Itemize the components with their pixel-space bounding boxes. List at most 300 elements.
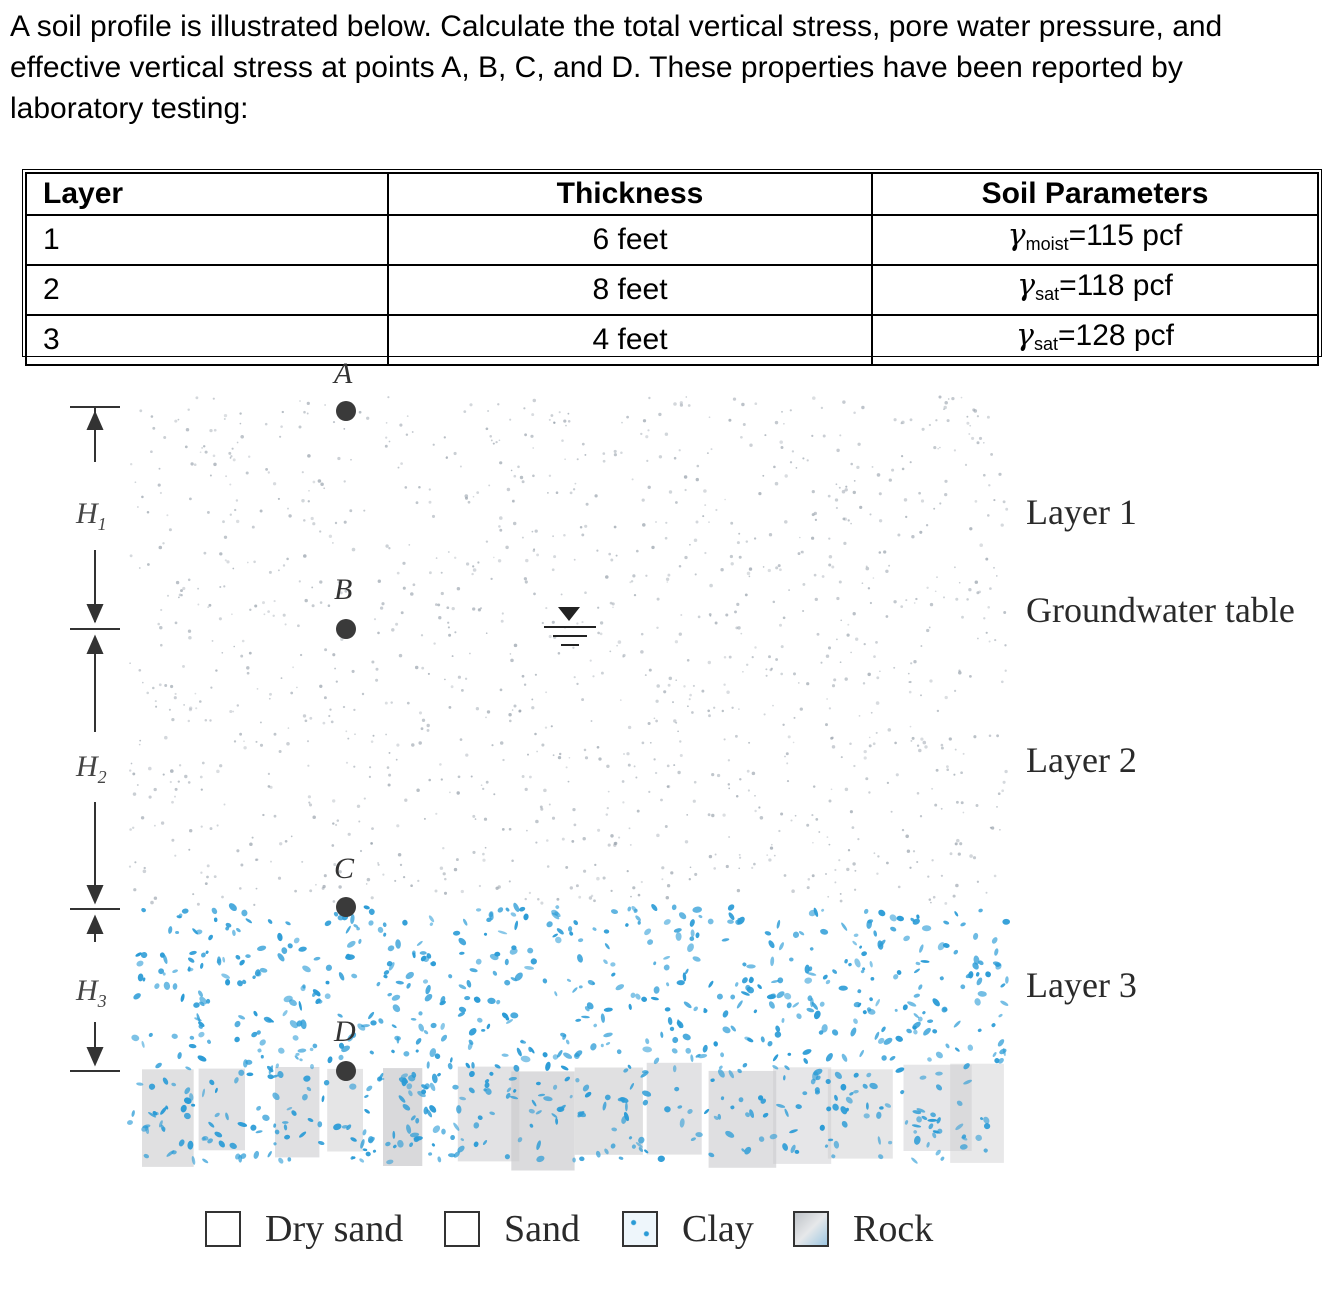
sand-grain bbox=[410, 592, 414, 596]
clay-particle bbox=[852, 1018, 859, 1025]
clay-particle bbox=[671, 904, 677, 910]
sand-grain bbox=[643, 419, 646, 422]
sand-grain bbox=[654, 717, 656, 719]
sand-grain bbox=[920, 694, 922, 696]
sand-grain bbox=[876, 732, 878, 734]
sand-grain bbox=[773, 601, 776, 604]
clay-particle bbox=[437, 1156, 442, 1163]
sand-grain bbox=[523, 407, 525, 409]
sand-grain bbox=[686, 814, 688, 816]
sand-grain bbox=[189, 829, 192, 832]
sand-grain bbox=[642, 498, 645, 501]
cell-thickness: 4 feet bbox=[388, 315, 872, 365]
sand-grain bbox=[371, 827, 374, 830]
clay-particle bbox=[298, 1001, 303, 1011]
sand-grain bbox=[382, 874, 384, 876]
sand-grain bbox=[608, 791, 610, 793]
sand-grain bbox=[157, 623, 160, 626]
sand-grain bbox=[438, 616, 441, 619]
sand-grain bbox=[959, 582, 961, 584]
sand-grain bbox=[403, 587, 406, 590]
clay-particle bbox=[363, 905, 370, 910]
sand-grain bbox=[406, 433, 408, 435]
clay-particle bbox=[730, 1025, 737, 1033]
header-soil-parameters: Soil Parameters bbox=[872, 173, 1318, 215]
rock-patch bbox=[950, 1064, 1004, 1163]
sand-grain bbox=[977, 638, 979, 640]
clay-particle bbox=[1000, 983, 1006, 989]
clay-particle bbox=[180, 993, 185, 1002]
sand-grain bbox=[711, 814, 714, 817]
sand-grain bbox=[713, 867, 716, 870]
sand-grain bbox=[815, 519, 817, 521]
sand-grain bbox=[772, 705, 774, 707]
clay-particle bbox=[141, 1041, 145, 1049]
sand-grain bbox=[161, 821, 164, 824]
clay-particle bbox=[572, 919, 579, 926]
clay-particle bbox=[345, 925, 352, 934]
sand-grain bbox=[680, 614, 682, 616]
sand-grain bbox=[834, 869, 836, 871]
clay-particle bbox=[889, 1055, 896, 1062]
sand-grain bbox=[848, 849, 850, 851]
sand-grain bbox=[527, 754, 529, 756]
sand-grain bbox=[229, 483, 231, 485]
sand-grain bbox=[499, 529, 502, 532]
sand-grain bbox=[945, 696, 948, 699]
clay-particle bbox=[894, 1035, 903, 1043]
clay-particle bbox=[459, 951, 465, 955]
sand-grain bbox=[297, 624, 300, 627]
sand-grain bbox=[332, 542, 334, 544]
sand-grain bbox=[832, 684, 835, 687]
sand-grain bbox=[847, 624, 849, 626]
sand-grain bbox=[433, 642, 435, 644]
sand-grain bbox=[768, 655, 771, 658]
sand-grain bbox=[419, 711, 422, 714]
clay-particle bbox=[610, 972, 616, 978]
sand-grain bbox=[859, 506, 862, 509]
sand-grain bbox=[648, 722, 651, 725]
sand-grain bbox=[936, 576, 938, 578]
sand-grain bbox=[581, 533, 584, 536]
sand-grain bbox=[175, 788, 178, 791]
clay-particle bbox=[869, 997, 874, 1002]
sand-grain bbox=[1005, 508, 1008, 511]
sand-grain bbox=[581, 621, 583, 623]
sand-grain bbox=[486, 781, 489, 784]
height-subscript: 3 bbox=[97, 991, 107, 1011]
sand-grain bbox=[318, 479, 322, 483]
sand-grain bbox=[839, 434, 841, 436]
sand-grain bbox=[828, 646, 831, 649]
sand-grain bbox=[574, 676, 576, 678]
clay-particle bbox=[509, 947, 519, 956]
sand-grain bbox=[760, 816, 764, 820]
clay-particle bbox=[163, 981, 171, 990]
clay-particle bbox=[387, 992, 393, 997]
sand-grain bbox=[427, 724, 430, 727]
sand-grain bbox=[448, 626, 450, 628]
sand-grain bbox=[582, 837, 585, 840]
clay-particle bbox=[736, 1000, 744, 1010]
clay-particle bbox=[650, 903, 659, 912]
clay-particle bbox=[358, 938, 362, 944]
sand-grain bbox=[677, 771, 680, 774]
clay-particle bbox=[562, 1051, 573, 1060]
sand-grain bbox=[868, 587, 870, 589]
sand-grain bbox=[659, 455, 662, 458]
sand-grain bbox=[309, 717, 312, 720]
sand-grain bbox=[960, 771, 963, 774]
sand-grain bbox=[510, 659, 514, 663]
clay-particle bbox=[391, 1003, 402, 1014]
sand-grain bbox=[510, 653, 512, 655]
sand-grain bbox=[320, 482, 324, 486]
clay-particle bbox=[972, 932, 979, 940]
sand-grain bbox=[576, 622, 578, 624]
sand-grain bbox=[827, 836, 829, 838]
sand-grain bbox=[950, 852, 953, 855]
sand-grain bbox=[398, 467, 400, 469]
sand-grain bbox=[876, 676, 879, 679]
sand-grain bbox=[335, 522, 337, 524]
sand-grain bbox=[274, 815, 277, 818]
sand-grain bbox=[415, 666, 418, 669]
sand-grain bbox=[243, 746, 246, 749]
sand-grain bbox=[178, 780, 180, 782]
sand-grain bbox=[594, 864, 596, 866]
clay-particle bbox=[727, 911, 735, 921]
sand-grain bbox=[711, 448, 713, 450]
sand-grain bbox=[781, 446, 784, 449]
clay-particle bbox=[831, 968, 838, 974]
sand-grain bbox=[955, 842, 958, 845]
sand-grain bbox=[337, 819, 340, 822]
sand-grain bbox=[748, 742, 750, 744]
sand-grain bbox=[770, 846, 773, 849]
legend-sand bbox=[444, 1207, 580, 1251]
sand-grain bbox=[512, 500, 514, 502]
sand-grain bbox=[253, 904, 255, 906]
sand-grain bbox=[630, 896, 632, 898]
sand-grain bbox=[565, 866, 568, 869]
clay-particle bbox=[321, 1095, 325, 1102]
clay-particle bbox=[931, 997, 941, 1008]
clay-particle bbox=[999, 1000, 1009, 1007]
sand-grain bbox=[428, 673, 430, 675]
clay-particle bbox=[874, 1031, 881, 1040]
clay-particle bbox=[819, 1001, 826, 1008]
clay-particle bbox=[902, 935, 911, 943]
sand-grain bbox=[441, 572, 443, 574]
sand-grain bbox=[129, 828, 132, 831]
sand-grain bbox=[460, 738, 463, 741]
legend-label: Sand bbox=[504, 1208, 580, 1250]
sand-grain bbox=[907, 850, 910, 853]
sand-grain bbox=[221, 652, 223, 654]
sand-grain bbox=[369, 776, 371, 778]
sand-grain bbox=[495, 441, 497, 443]
sand-grain bbox=[739, 857, 741, 859]
legend-label: Clay bbox=[682, 1208, 754, 1250]
clay-particle bbox=[678, 911, 688, 921]
sand-grain bbox=[829, 800, 832, 803]
clay-particle bbox=[676, 932, 682, 941]
clay-particle bbox=[402, 919, 409, 926]
sand-grain bbox=[853, 612, 856, 615]
clay-particle bbox=[505, 959, 509, 966]
sand-grain bbox=[205, 882, 208, 885]
sand-grain bbox=[142, 682, 144, 684]
sand-grain bbox=[545, 726, 547, 728]
clay-particle bbox=[600, 1013, 605, 1023]
sand-grain bbox=[328, 715, 330, 717]
sand-grain bbox=[559, 753, 561, 755]
sand-grain bbox=[953, 895, 956, 898]
sand-grain bbox=[894, 742, 897, 745]
clay-particle bbox=[616, 1049, 622, 1055]
clay-particle bbox=[943, 920, 950, 926]
sand-grain bbox=[549, 804, 551, 806]
table-row bbox=[26, 265, 1318, 315]
parameter-value: =118 pcf bbox=[1059, 269, 1173, 302]
sand-grain bbox=[838, 859, 840, 861]
sand-grain bbox=[262, 601, 265, 604]
sand-grain bbox=[996, 806, 998, 808]
sand-grain bbox=[975, 500, 978, 503]
soil-profile-figure bbox=[0, 357, 1342, 1298]
sand-grain bbox=[817, 633, 820, 636]
sand-grain bbox=[887, 782, 889, 784]
sand-grain bbox=[389, 441, 391, 443]
sand-grain bbox=[158, 484, 161, 487]
sand-grain bbox=[546, 839, 549, 842]
sand-grain bbox=[320, 601, 323, 604]
clay-particle bbox=[809, 947, 814, 952]
sand-grain bbox=[288, 727, 290, 729]
clay-particle bbox=[363, 1148, 368, 1151]
clay-particle bbox=[153, 982, 160, 990]
sand-grain bbox=[400, 462, 403, 465]
sand-grain bbox=[542, 622, 544, 624]
sand-grain bbox=[648, 397, 650, 399]
sand-grain bbox=[502, 759, 504, 761]
arrow-down-icon bbox=[88, 605, 102, 621]
clay-particle bbox=[367, 919, 374, 926]
sand-grain bbox=[828, 495, 831, 498]
sand-grain bbox=[728, 419, 731, 422]
clay-particle bbox=[447, 973, 453, 979]
sand-grain bbox=[472, 815, 475, 818]
sand-grain bbox=[843, 542, 846, 545]
sand-grain bbox=[987, 514, 990, 517]
sand-grain bbox=[164, 736, 168, 740]
sand-grain bbox=[674, 457, 677, 460]
sand-grain bbox=[505, 546, 508, 549]
sand-grain bbox=[965, 464, 967, 466]
sand-grain bbox=[385, 702, 388, 705]
clay-particle bbox=[267, 1150, 273, 1158]
clay-particle bbox=[394, 1035, 401, 1041]
clay-particle bbox=[217, 956, 222, 966]
sand-grain bbox=[603, 460, 606, 463]
sand-grain bbox=[429, 501, 432, 504]
clay-particle bbox=[821, 908, 825, 912]
clay-particle bbox=[922, 1027, 932, 1037]
sand-grain bbox=[408, 544, 410, 546]
sand-grain bbox=[708, 714, 711, 717]
sand-grain bbox=[134, 861, 136, 863]
sand-grain bbox=[230, 457, 232, 459]
sand-grain bbox=[958, 852, 961, 855]
sand-grain bbox=[331, 844, 334, 847]
sand-grain bbox=[388, 547, 390, 549]
sand-grain bbox=[737, 889, 740, 892]
sand-grain bbox=[358, 820, 360, 822]
sand-grain bbox=[394, 880, 396, 882]
sand-grain bbox=[286, 558, 289, 561]
sand-grain bbox=[188, 849, 190, 851]
sand-grain bbox=[175, 693, 177, 695]
clay-particle bbox=[906, 1000, 917, 1007]
clay-particle bbox=[428, 915, 435, 924]
clay-particle bbox=[756, 983, 762, 989]
sand-grain bbox=[389, 752, 391, 754]
clay-particle bbox=[922, 1010, 927, 1015]
sand-grain bbox=[935, 590, 937, 592]
sand-grain bbox=[160, 644, 163, 647]
clay-particle bbox=[593, 1023, 598, 1028]
sand-grain bbox=[885, 570, 888, 573]
clay-particle bbox=[510, 1012, 518, 1019]
sand-grain bbox=[447, 622, 449, 624]
clay-particle bbox=[610, 908, 618, 914]
sand-grain bbox=[563, 534, 566, 537]
clay-particle bbox=[575, 1018, 581, 1022]
sand-grain bbox=[377, 862, 379, 864]
clay-particle bbox=[825, 979, 831, 985]
sand-grain bbox=[132, 772, 135, 775]
clay-particle bbox=[798, 930, 805, 936]
sand-grain bbox=[274, 600, 276, 602]
sand-grain bbox=[845, 788, 848, 791]
sand-grain bbox=[715, 622, 718, 625]
clay-particle bbox=[984, 970, 992, 978]
sand-grain bbox=[749, 444, 752, 447]
sand-grain bbox=[313, 481, 316, 484]
header-thickness: Thickness bbox=[388, 173, 872, 215]
sand-grain bbox=[771, 844, 773, 846]
clay-particle bbox=[132, 992, 142, 1001]
sand-grain bbox=[786, 752, 789, 755]
sand-grain bbox=[252, 837, 254, 839]
clay-particle bbox=[651, 996, 660, 1001]
sand-grain bbox=[201, 447, 203, 449]
clay-particle bbox=[423, 979, 429, 984]
sand-grain bbox=[728, 759, 730, 761]
cell-layer: 2 bbox=[26, 265, 388, 315]
sand-grain bbox=[973, 735, 976, 738]
sand-grain bbox=[634, 765, 636, 767]
sand-grain bbox=[476, 491, 479, 494]
sand-grain bbox=[836, 507, 838, 509]
sand-grain bbox=[188, 781, 191, 784]
cell-parameter bbox=[872, 265, 1318, 315]
sand-grain bbox=[269, 786, 272, 789]
sand-grain bbox=[456, 791, 459, 794]
sand-grain bbox=[998, 473, 1001, 476]
sand-grain bbox=[667, 884, 670, 887]
clay-particle bbox=[404, 970, 415, 980]
sand-grain bbox=[927, 875, 929, 877]
sand-grain bbox=[151, 415, 154, 418]
sand-grain bbox=[561, 439, 564, 442]
sand-grain bbox=[618, 640, 622, 644]
clay-particle bbox=[894, 1009, 898, 1013]
sand-grain bbox=[836, 597, 839, 600]
sand-grain bbox=[608, 844, 611, 847]
clay-particle bbox=[592, 927, 597, 932]
sand-grain bbox=[547, 865, 550, 868]
sand-grain bbox=[536, 751, 538, 753]
sand-grain bbox=[806, 824, 809, 827]
sand-grain bbox=[866, 567, 870, 571]
clay-particle bbox=[615, 983, 626, 992]
sand-grain bbox=[257, 688, 259, 690]
sand-grain bbox=[377, 632, 380, 635]
sand-grain bbox=[336, 680, 338, 682]
sand-grain bbox=[416, 788, 420, 792]
clay-particle bbox=[430, 1023, 437, 1029]
clay-particle bbox=[859, 945, 863, 949]
clay-particle bbox=[282, 1009, 289, 1017]
clay-particle bbox=[630, 992, 636, 998]
clay-particle bbox=[486, 1023, 491, 1030]
clay-particle bbox=[660, 1031, 664, 1038]
sand-grain bbox=[828, 844, 830, 846]
sand-grain bbox=[232, 568, 234, 570]
sand-grain bbox=[667, 785, 669, 787]
clay-particle bbox=[431, 1143, 435, 1148]
sand-grain bbox=[704, 504, 706, 506]
sand-grain bbox=[469, 653, 471, 655]
sand-grain bbox=[513, 475, 516, 478]
sand-grain bbox=[391, 628, 394, 631]
sand-grain bbox=[739, 778, 741, 780]
sand-grain bbox=[793, 742, 795, 744]
sand-grain bbox=[707, 452, 709, 454]
sand-grain bbox=[862, 582, 864, 584]
sand-grain bbox=[929, 626, 931, 628]
sand-grain bbox=[280, 425, 283, 428]
sand-grain bbox=[421, 634, 423, 636]
sand-grain bbox=[279, 750, 282, 753]
sand-grain bbox=[974, 409, 978, 413]
clay-particle bbox=[604, 942, 611, 950]
sand-grain bbox=[988, 484, 990, 486]
sand-grain bbox=[701, 690, 704, 693]
sand-grain bbox=[207, 864, 210, 867]
clay-particle bbox=[544, 1061, 551, 1071]
sand-grain bbox=[983, 617, 985, 619]
sand-grain bbox=[669, 677, 672, 680]
sand-grain bbox=[680, 754, 683, 757]
sand-grain bbox=[922, 428, 925, 431]
sand-grain bbox=[371, 660, 374, 663]
sand-grain bbox=[390, 701, 392, 703]
sand-grain bbox=[163, 436, 166, 439]
